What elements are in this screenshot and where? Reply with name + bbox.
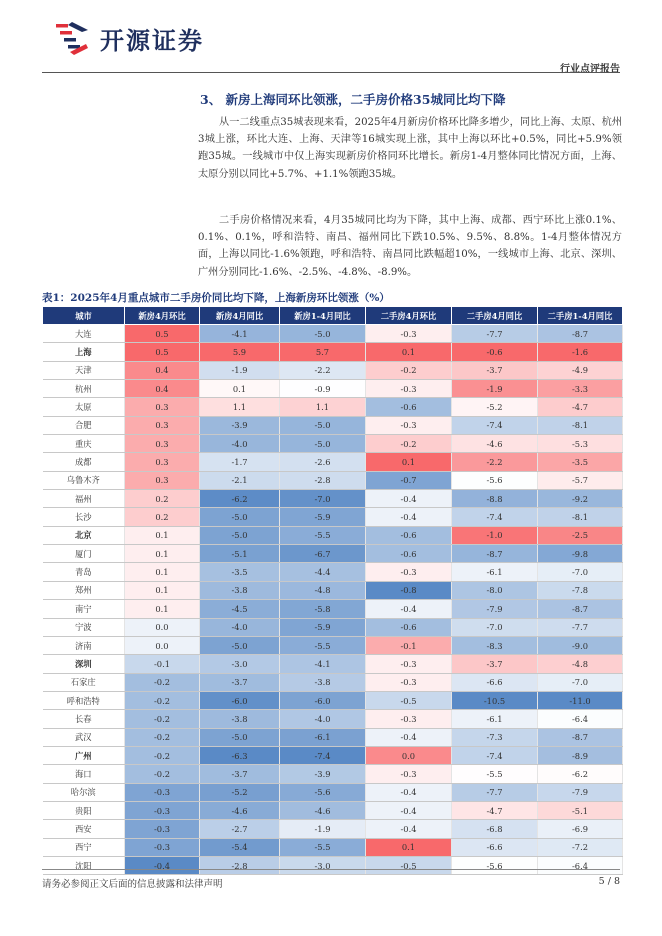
table-row — [43, 563, 623, 581]
value-cell: -4.1 — [200, 325, 280, 343]
value-cell: 0.1 — [200, 380, 280, 398]
table-row — [43, 691, 623, 709]
value-cell: -1.7 — [200, 453, 280, 471]
value-cell: 5.7 — [280, 343, 366, 361]
value-cell: -1.9 — [280, 820, 366, 838]
city-cell: 上海 — [43, 343, 125, 361]
value-cell: -5.6 — [280, 783, 366, 801]
table-row — [43, 728, 623, 746]
header-used-yoy: 二手房4月同比 — [452, 307, 538, 325]
city-cell: 济南 — [43, 636, 125, 654]
table-row — [43, 545, 623, 563]
city-cell: 深圳 — [43, 655, 125, 673]
value-cell: 0.0 — [125, 636, 200, 654]
table-row — [43, 435, 623, 453]
value-cell: -0.2 — [366, 435, 452, 453]
section-title: 3、 新房上海同环比领涨，二手房价格35城同比均下降 — [200, 92, 506, 107]
value-cell: -2.7 — [200, 820, 280, 838]
value-cell: -5.6 — [452, 856, 538, 874]
value-cell: -5.0 — [200, 508, 280, 526]
value-cell: -5.5 — [452, 765, 538, 783]
value-cell: -5.5 — [280, 838, 366, 856]
table-row — [43, 801, 623, 819]
value-cell: -2.6 — [280, 453, 366, 471]
value-cell: -6.3 — [200, 746, 280, 764]
value-cell: -3.0 — [200, 655, 280, 673]
value-cell: -3.7 — [452, 361, 538, 379]
value-cell: -3.8 — [200, 710, 280, 728]
value-cell: -0.5 — [366, 856, 452, 874]
value-cell: -4.4 — [280, 563, 366, 581]
header-new-mom: 新房4月环比 — [125, 307, 200, 325]
header-divider — [42, 72, 620, 73]
value-cell: -7.0 — [538, 563, 623, 581]
value-cell: -0.4 — [125, 856, 200, 874]
value-cell: -8.0 — [452, 581, 538, 599]
value-cell: 0.5 — [125, 343, 200, 361]
value-cell: -4.6 — [200, 801, 280, 819]
value-cell: -6.1 — [452, 563, 538, 581]
value-cell: 0.4 — [125, 380, 200, 398]
value-cell: -7.0 — [452, 618, 538, 636]
footer-divider — [42, 869, 620, 870]
value-cell: -6.9 — [538, 820, 623, 838]
value-cell: -1.9 — [452, 380, 538, 398]
city-cell: 大连 — [43, 325, 125, 343]
city-cell: 乌鲁木齐 — [43, 471, 125, 489]
value-cell: -8.7 — [538, 728, 623, 746]
value-cell: -1.0 — [452, 526, 538, 544]
value-cell: -5.5 — [280, 636, 366, 654]
value-cell: -3.9 — [200, 416, 280, 434]
value-cell: -2.2 — [280, 361, 366, 379]
value-cell: -0.3 — [125, 838, 200, 856]
city-cell: 厦门 — [43, 545, 125, 563]
value-cell: -4.6 — [452, 435, 538, 453]
value-cell: -0.9 — [280, 380, 366, 398]
value-cell: -7.9 — [452, 600, 538, 618]
value-cell: -5.9 — [280, 508, 366, 526]
value-cell: -5.1 — [200, 545, 280, 563]
value-cell: -6.4 — [538, 710, 623, 728]
value-cell: -7.4 — [452, 746, 538, 764]
value-cell: -2.1 — [200, 471, 280, 489]
value-cell: -5.0 — [280, 416, 366, 434]
city-cell: 南宁 — [43, 600, 125, 618]
value-cell: -3.7 — [200, 673, 280, 691]
city-cell: 贵阳 — [43, 801, 125, 819]
table-row — [43, 673, 623, 691]
value-cell: -0.2 — [125, 728, 200, 746]
value-cell: 0.1 — [125, 526, 200, 544]
value-cell: -8.7 — [538, 325, 623, 343]
value-cell: -7.2 — [538, 838, 623, 856]
value-cell: -0.1 — [125, 655, 200, 673]
value-cell: -5.5 — [280, 526, 366, 544]
kaiyuan-logo-icon — [52, 20, 92, 56]
header-new-ytd: 新房1-4月同比 — [280, 307, 366, 325]
value-cell: -7.7 — [538, 618, 623, 636]
value-cell: -3.5 — [200, 563, 280, 581]
table-row — [43, 343, 623, 361]
page-number: 5 / 8 — [598, 876, 620, 887]
city-cell: 合肥 — [43, 416, 125, 434]
table-row — [43, 361, 623, 379]
header-used-mom: 二手房4月环比 — [366, 307, 452, 325]
value-cell: -0.3 — [366, 380, 452, 398]
value-cell: -0.6 — [366, 398, 452, 416]
value-cell: 0.3 — [125, 471, 200, 489]
value-cell: -3.8 — [200, 581, 280, 599]
value-cell: -3.3 — [538, 380, 623, 398]
value-cell: -0.8 — [366, 581, 452, 599]
value-cell: -5.3 — [538, 435, 623, 453]
value-cell: -5.7 — [538, 471, 623, 489]
value-cell: -2.2 — [452, 453, 538, 471]
report-type-tag: 行业点评报告 — [560, 64, 620, 75]
city-cell: 郑州 — [43, 581, 125, 599]
value-cell: -3.5 — [538, 453, 623, 471]
value-cell: -3.7 — [452, 655, 538, 673]
value-cell: -0.2 — [125, 765, 200, 783]
value-cell: 0.2 — [125, 490, 200, 508]
table-row — [43, 820, 623, 838]
value-cell: 0.1 — [125, 563, 200, 581]
city-cell: 呼和浩特 — [43, 691, 125, 709]
city-cell: 长春 — [43, 710, 125, 728]
value-cell: -8.7 — [452, 545, 538, 563]
value-cell: -6.4 — [538, 856, 623, 874]
value-cell: -0.6 — [452, 343, 538, 361]
value-cell: -0.3 — [125, 783, 200, 801]
value-cell: -2.8 — [200, 856, 280, 874]
value-cell: -7.0 — [538, 673, 623, 691]
city-cell: 福州 — [43, 490, 125, 508]
value-cell: 1.1 — [280, 398, 366, 416]
value-cell: -0.4 — [366, 820, 452, 838]
city-cell: 重庆 — [43, 435, 125, 453]
city-cell: 成都 — [43, 453, 125, 471]
value-cell: -0.2 — [125, 691, 200, 709]
value-cell: -7.7 — [452, 325, 538, 343]
value-cell: -5.1 — [538, 801, 623, 819]
value-cell: -0.3 — [366, 325, 452, 343]
table-row — [43, 398, 623, 416]
value-cell: -7.4 — [452, 416, 538, 434]
value-cell: 0.1 — [125, 600, 200, 618]
city-cell: 北京 — [43, 526, 125, 544]
table-row — [43, 380, 623, 398]
city-cell: 海口 — [43, 765, 125, 783]
header-used-ytd: 二手房1-4月同比 — [538, 307, 623, 325]
city-cell: 杭州 — [43, 380, 125, 398]
value-cell: 0.2 — [125, 508, 200, 526]
value-cell: -4.7 — [452, 801, 538, 819]
table-row — [43, 710, 623, 728]
brand-logo — [52, 20, 204, 56]
value-cell: -6.0 — [200, 691, 280, 709]
value-cell: -0.3 — [366, 416, 452, 434]
table-row — [43, 765, 623, 783]
header-new-yoy: 新房4月同比 — [200, 307, 280, 325]
value-cell: -0.1 — [366, 636, 452, 654]
value-cell: -7.3 — [452, 728, 538, 746]
value-cell: -5.0 — [200, 728, 280, 746]
value-cell: 0.1 — [125, 545, 200, 563]
value-cell: 0.3 — [125, 435, 200, 453]
value-cell: -4.7 — [538, 398, 623, 416]
table-row — [43, 618, 623, 636]
value-cell: -5.0 — [280, 325, 366, 343]
value-cell: -0.3 — [366, 765, 452, 783]
value-cell: -0.4 — [366, 490, 452, 508]
value-cell: -5.9 — [280, 618, 366, 636]
value-cell: -6.7 — [280, 545, 366, 563]
footer-disclaimer: 请务必参阅正文后面的信息披露和法律声明 — [42, 879, 223, 890]
value-cell: -3.8 — [280, 673, 366, 691]
value-cell: 0.3 — [125, 416, 200, 434]
value-cell: -0.3 — [366, 673, 452, 691]
value-cell: -5.2 — [200, 783, 280, 801]
city-cell: 宁波 — [43, 618, 125, 636]
table-row — [43, 508, 623, 526]
value-cell: -9.8 — [538, 545, 623, 563]
table-row — [43, 856, 623, 874]
value-cell: -0.3 — [366, 563, 452, 581]
value-cell: -6.6 — [452, 838, 538, 856]
value-cell: -2.8 — [280, 471, 366, 489]
value-cell: -0.4 — [366, 600, 452, 618]
value-cell: 0.0 — [125, 618, 200, 636]
value-cell: -0.3 — [366, 655, 452, 673]
city-cell: 广州 — [43, 746, 125, 764]
value-cell: -10.5 — [452, 691, 538, 709]
value-cell: -4.6 — [280, 801, 366, 819]
city-cell: 天津 — [43, 361, 125, 379]
value-cell: -9.0 — [538, 636, 623, 654]
price-table — [42, 306, 623, 875]
city-cell: 长沙 — [43, 508, 125, 526]
value-cell: -9.2 — [538, 490, 623, 508]
table-row — [43, 636, 623, 654]
value-cell: -7.7 — [452, 783, 538, 801]
value-cell: -6.0 — [280, 691, 366, 709]
value-cell: 0.3 — [125, 453, 200, 471]
value-cell: -5.6 — [452, 471, 538, 489]
value-cell: -1.9 — [200, 361, 280, 379]
value-cell: -0.6 — [366, 545, 452, 563]
value-cell: -0.5 — [366, 691, 452, 709]
value-cell: 0.4 — [125, 361, 200, 379]
value-cell: -11.0 — [538, 691, 623, 709]
value-cell: -6.1 — [452, 710, 538, 728]
value-cell: -8.8 — [452, 490, 538, 508]
value-cell: 0.0 — [366, 746, 452, 764]
paragraph-new-house: 从一二线重点35城表现来看，2025年4月新房价格环比降多增少，同比上海、太原、杭州3城上涨，环比大连、上海、天津等16城实现上涨，其中上海以环比+0.5%，同比+5.9%领跑35城。一线城市中仅上海实现新房价格同环比增长。新房1-4月整体同比情况方面，上海、太原分别以同比+5.7%、+1.1%领跑35城。 — [198, 117, 622, 180]
city-cell: 哈尔滨 — [43, 783, 125, 801]
value-cell: -5.0 — [200, 526, 280, 544]
value-cell: -5.8 — [280, 600, 366, 618]
value-cell: -7.9 — [538, 783, 623, 801]
value-cell: -0.6 — [366, 526, 452, 544]
table-caption: 表1：2025年4月重点城市二手房价同比均下降，上海新房环比领涨（%） — [42, 292, 390, 304]
value-cell: -0.6 — [366, 618, 452, 636]
city-cell: 太原 — [43, 398, 125, 416]
value-cell: -7.4 — [280, 746, 366, 764]
value-cell: 1.1 — [200, 398, 280, 416]
value-cell: -4.8 — [280, 581, 366, 599]
value-cell: -0.4 — [366, 783, 452, 801]
table-row — [43, 783, 623, 801]
value-cell: -0.7 — [366, 471, 452, 489]
table-row — [43, 655, 623, 673]
value-cell: -6.2 — [538, 765, 623, 783]
value-cell: -0.4 — [366, 801, 452, 819]
value-cell: -7.4 — [452, 508, 538, 526]
city-cell: 沈阳 — [43, 856, 125, 874]
value-cell: -4.0 — [200, 618, 280, 636]
value-cell: 0.3 — [125, 398, 200, 416]
value-cell: -6.8 — [452, 820, 538, 838]
value-cell: 5.9 — [200, 343, 280, 361]
value-cell: 0.1 — [125, 581, 200, 599]
value-cell: -0.2 — [125, 673, 200, 691]
header-city: 城市 — [43, 307, 125, 325]
value-cell: -0.3 — [125, 801, 200, 819]
value-cell: -4.0 — [280, 710, 366, 728]
value-cell: -4.8 — [538, 655, 623, 673]
city-cell: 武汉 — [43, 728, 125, 746]
value-cell: -0.3 — [125, 820, 200, 838]
value-cell: -6.1 — [280, 728, 366, 746]
table-row — [43, 490, 623, 508]
value-cell: -4.5 — [200, 600, 280, 618]
value-cell: -6.6 — [452, 673, 538, 691]
table-row — [43, 416, 623, 434]
value-cell: 0.5 — [125, 325, 200, 343]
city-cell: 西宁 — [43, 838, 125, 856]
value-cell: -4.0 — [200, 435, 280, 453]
brand-name: 开源证券 — [100, 26, 204, 55]
table-row — [43, 471, 623, 489]
value-cell: -6.2 — [200, 490, 280, 508]
value-cell: -0.2 — [125, 746, 200, 764]
city-cell: 石家庄 — [43, 673, 125, 691]
table-row — [43, 453, 623, 471]
table-row — [43, 746, 623, 764]
table-row — [43, 600, 623, 618]
value-cell: -2.5 — [538, 526, 623, 544]
value-cell: -0.2 — [125, 710, 200, 728]
value-cell: -8.9 — [538, 746, 623, 764]
value-cell: -3.0 — [280, 856, 366, 874]
value-cell: 0.1 — [366, 453, 452, 471]
table-row — [43, 581, 623, 599]
table-row — [43, 325, 623, 343]
value-cell: -8.1 — [538, 416, 623, 434]
value-cell: -3.7 — [200, 765, 280, 783]
value-cell: -0.2 — [366, 361, 452, 379]
value-cell: -8.7 — [538, 600, 623, 618]
value-cell: -7.8 — [538, 581, 623, 599]
value-cell: 0.1 — [366, 343, 452, 361]
value-cell: -0.3 — [366, 710, 452, 728]
value-cell: -8.1 — [538, 508, 623, 526]
value-cell: -8.3 — [452, 636, 538, 654]
value-cell: -4.9 — [538, 361, 623, 379]
paragraph-second-hand: 二手房价格情况来看，4月35城同比均为下降，其中上海、成都、西宁环比上涨0.1%、0.1%、0.1%，呼和浩特、南昌、福州同比下跌10.5%、9.5%、8.8%。1-4月整体情况方面，上海以同比-1.6%领跑，呼和浩特、南昌同比跌幅超10%，一线城市上海、北京、深圳、广州分别同比-1.6%、-2.5%、-4.8%、-8.9%。 — [198, 215, 622, 278]
value-cell: -5.0 — [200, 636, 280, 654]
city-cell: 青岛 — [43, 563, 125, 581]
value-cell: -3.9 — [280, 765, 366, 783]
table-row — [43, 838, 623, 856]
value-cell: -5.0 — [280, 435, 366, 453]
value-cell: -5.2 — [452, 398, 538, 416]
table-row — [43, 526, 623, 544]
value-cell: -0.4 — [366, 728, 452, 746]
value-cell: -7.0 — [280, 490, 366, 508]
value-cell: -0.4 — [366, 508, 452, 526]
table-header-row — [43, 307, 623, 325]
value-cell: -1.6 — [538, 343, 623, 361]
value-cell: -5.4 — [200, 838, 280, 856]
value-cell: 0.1 — [366, 838, 452, 856]
city-cell: 西安 — [43, 820, 125, 838]
value-cell: -4.1 — [280, 655, 366, 673]
